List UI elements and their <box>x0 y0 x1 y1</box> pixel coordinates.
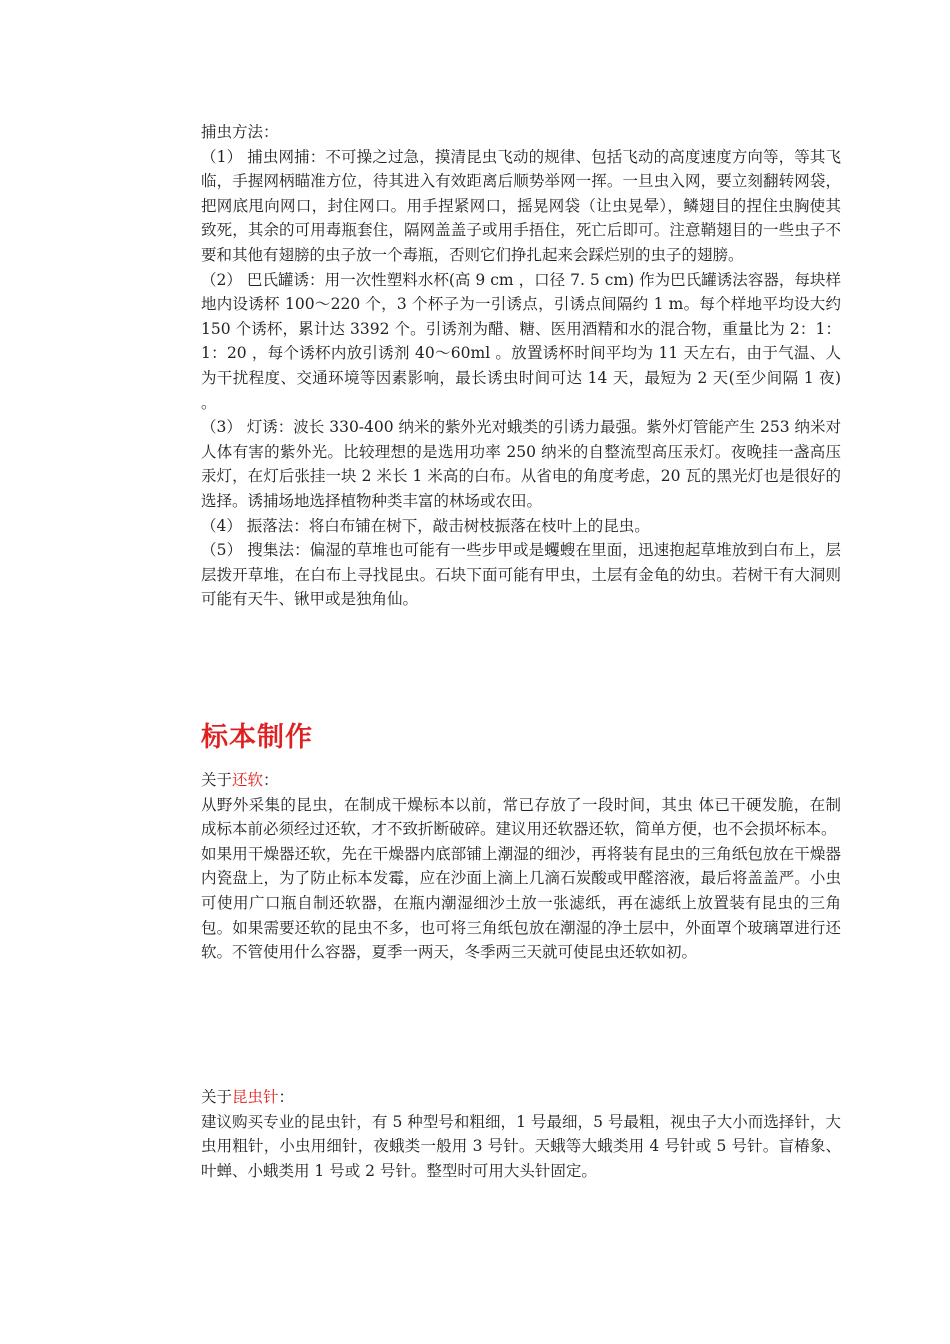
method-net: （1） 捕虫网捕：不可操之过急，摸清昆虫飞动的规律、包括飞动的高度速度方向等，等其飞临，手握网柄瞄准方位，待其进入有效距离后顺势举网一挥。一旦虫入网，要立刻翻转网袋，把网底甩向网口，封住网口。用手捏紧网口，摇晃网袋（让虫晃晕），鳞翅目的捏住虫胸使其致死，其余的可用毒瓶套住，隔网盖盖子或用手捂住，死亡后即可。注意鞘翅目的一些虫子不要和其他有翅膀的虫子放一个毒瓶，否则它们挣扎起来会踩烂别的虫子的翅膀。 <box>201 147 841 264</box>
method-search: （5） 搜集法：偏湿的草堆也可能有一些步甲或是蠼螋在里面，迅速抱起草堆放到白布上，层层拨开草堆，在白布上寻找昆虫。石块下面可能有甲虫，土层有金龟的幼虫。若树干有大洞则可能有天牛、锹甲或是独角仙。 <box>201 541 841 609</box>
method-beating: （4） 振落法：将白布铺在树下，敲击树枝振落在枝叶上的昆虫。 <box>201 516 650 535</box>
subheading-relaxing <box>201 768 841 793</box>
subheading-suffix: ： <box>278 1088 295 1106</box>
relaxing-paragraph-2: 如果用干燥器还软，先在干燥器内底部铺上潮湿的细沙，再将装有昆虫的三角纸包放在干燥器内瓷盘上，为了防止标本发霉，应在沙面上滴上几滴石炭酸或甲醛溶液，最后将盖盖严。小虫可使用广口瓶自制还软器，在瓶内潮湿细沙土放一张滤纸，再在滤纸上放置装有昆虫的三角包。如果需要还软的昆虫不多，也可将三角纸包放在潮湿的净土层中，外面罩个玻璃罩进行还软。不管使用什么容器，夏季一两天，冬季两三天就可使昆虫还软如初。 <box>201 844 841 962</box>
relaxing-section <box>201 768 841 965</box>
relaxing-paragraph-1: 从野外采集的昆虫，在制成干燥标本以前，常已存放了一段时间，其虫 体已干硬发脆，在制成标本前必须经过还软，才不致折断破碎。建议用还软器还软，简单方便，也不会损坏标本。 <box>201 795 841 839</box>
pins-paragraph: 建议购买专业的昆虫针，有 5 种型号和粗细，1 号最细，5 号最粗，视虫子大小而选择针，大虫用粗针，小虫用细针，夜蛾类一般用 3 号针。天蛾等大蛾类用 4 号针或 5 号针。盲椿象、叶蝉、小蛾类用 1 号或 2 号针。整型时可用大头针固定。 <box>201 1112 841 1180</box>
subheading-pins <box>201 1085 841 1110</box>
capture-methods-section <box>201 120 841 612</box>
subheading-keyword: 昆虫针 <box>232 1088 279 1106</box>
pins-section <box>201 1085 841 1183</box>
method-light: （3） 灯诱：波长 330-400 纳米的紫外光对蛾类的引诱力最强。紫外灯管能产生 253 纳米对人体有害的紫外光。比较理想的是选用功率 250 纳米的自整流型高压汞灯。夜晚挂一盏高压汞灯，在灯后张挂一块 2 米长 1 米高的白布。从省电的角度考虑，20 瓦的黑光灯也是很好的选择。诱捕场地选择植物种类丰富的林场或农田。 <box>201 418 841 510</box>
subheading-prefix: 关于 <box>201 1088 233 1106</box>
subheading-suffix: ： <box>263 771 279 789</box>
page-heading: 标本制作 <box>201 722 313 753</box>
subheading-keyword: 还软 <box>232 771 264 789</box>
subheading-prefix: 关于 <box>201 771 233 789</box>
section-title: 捕虫方法： <box>201 123 279 141</box>
method-pitfall: （2） 巴氏罐诱：用一次性塑料水杯(高 9 cm ，口径 7. 5 cm) 作为巴氏罐诱法容器，每块样地内设诱杯 100～220 个，3 个杯子为一引诱点，引诱点间隔约 1 m。每个样地平均设大约 150 个诱杯，累计达 3392 个。引诱剂为醋、糖、医用酒精和水的混合物，重量比为 2：1：1：20 ，每个诱杯内放引诱剂 40～60ml 。放置诱杯时间平均为 11 天左右，由于气温、人为干扰程度、交通环境等因素影响，最长诱虫时间可达 14 天，最短为 2 天(至少间隔 1 夜) 。 <box>201 270 841 412</box>
